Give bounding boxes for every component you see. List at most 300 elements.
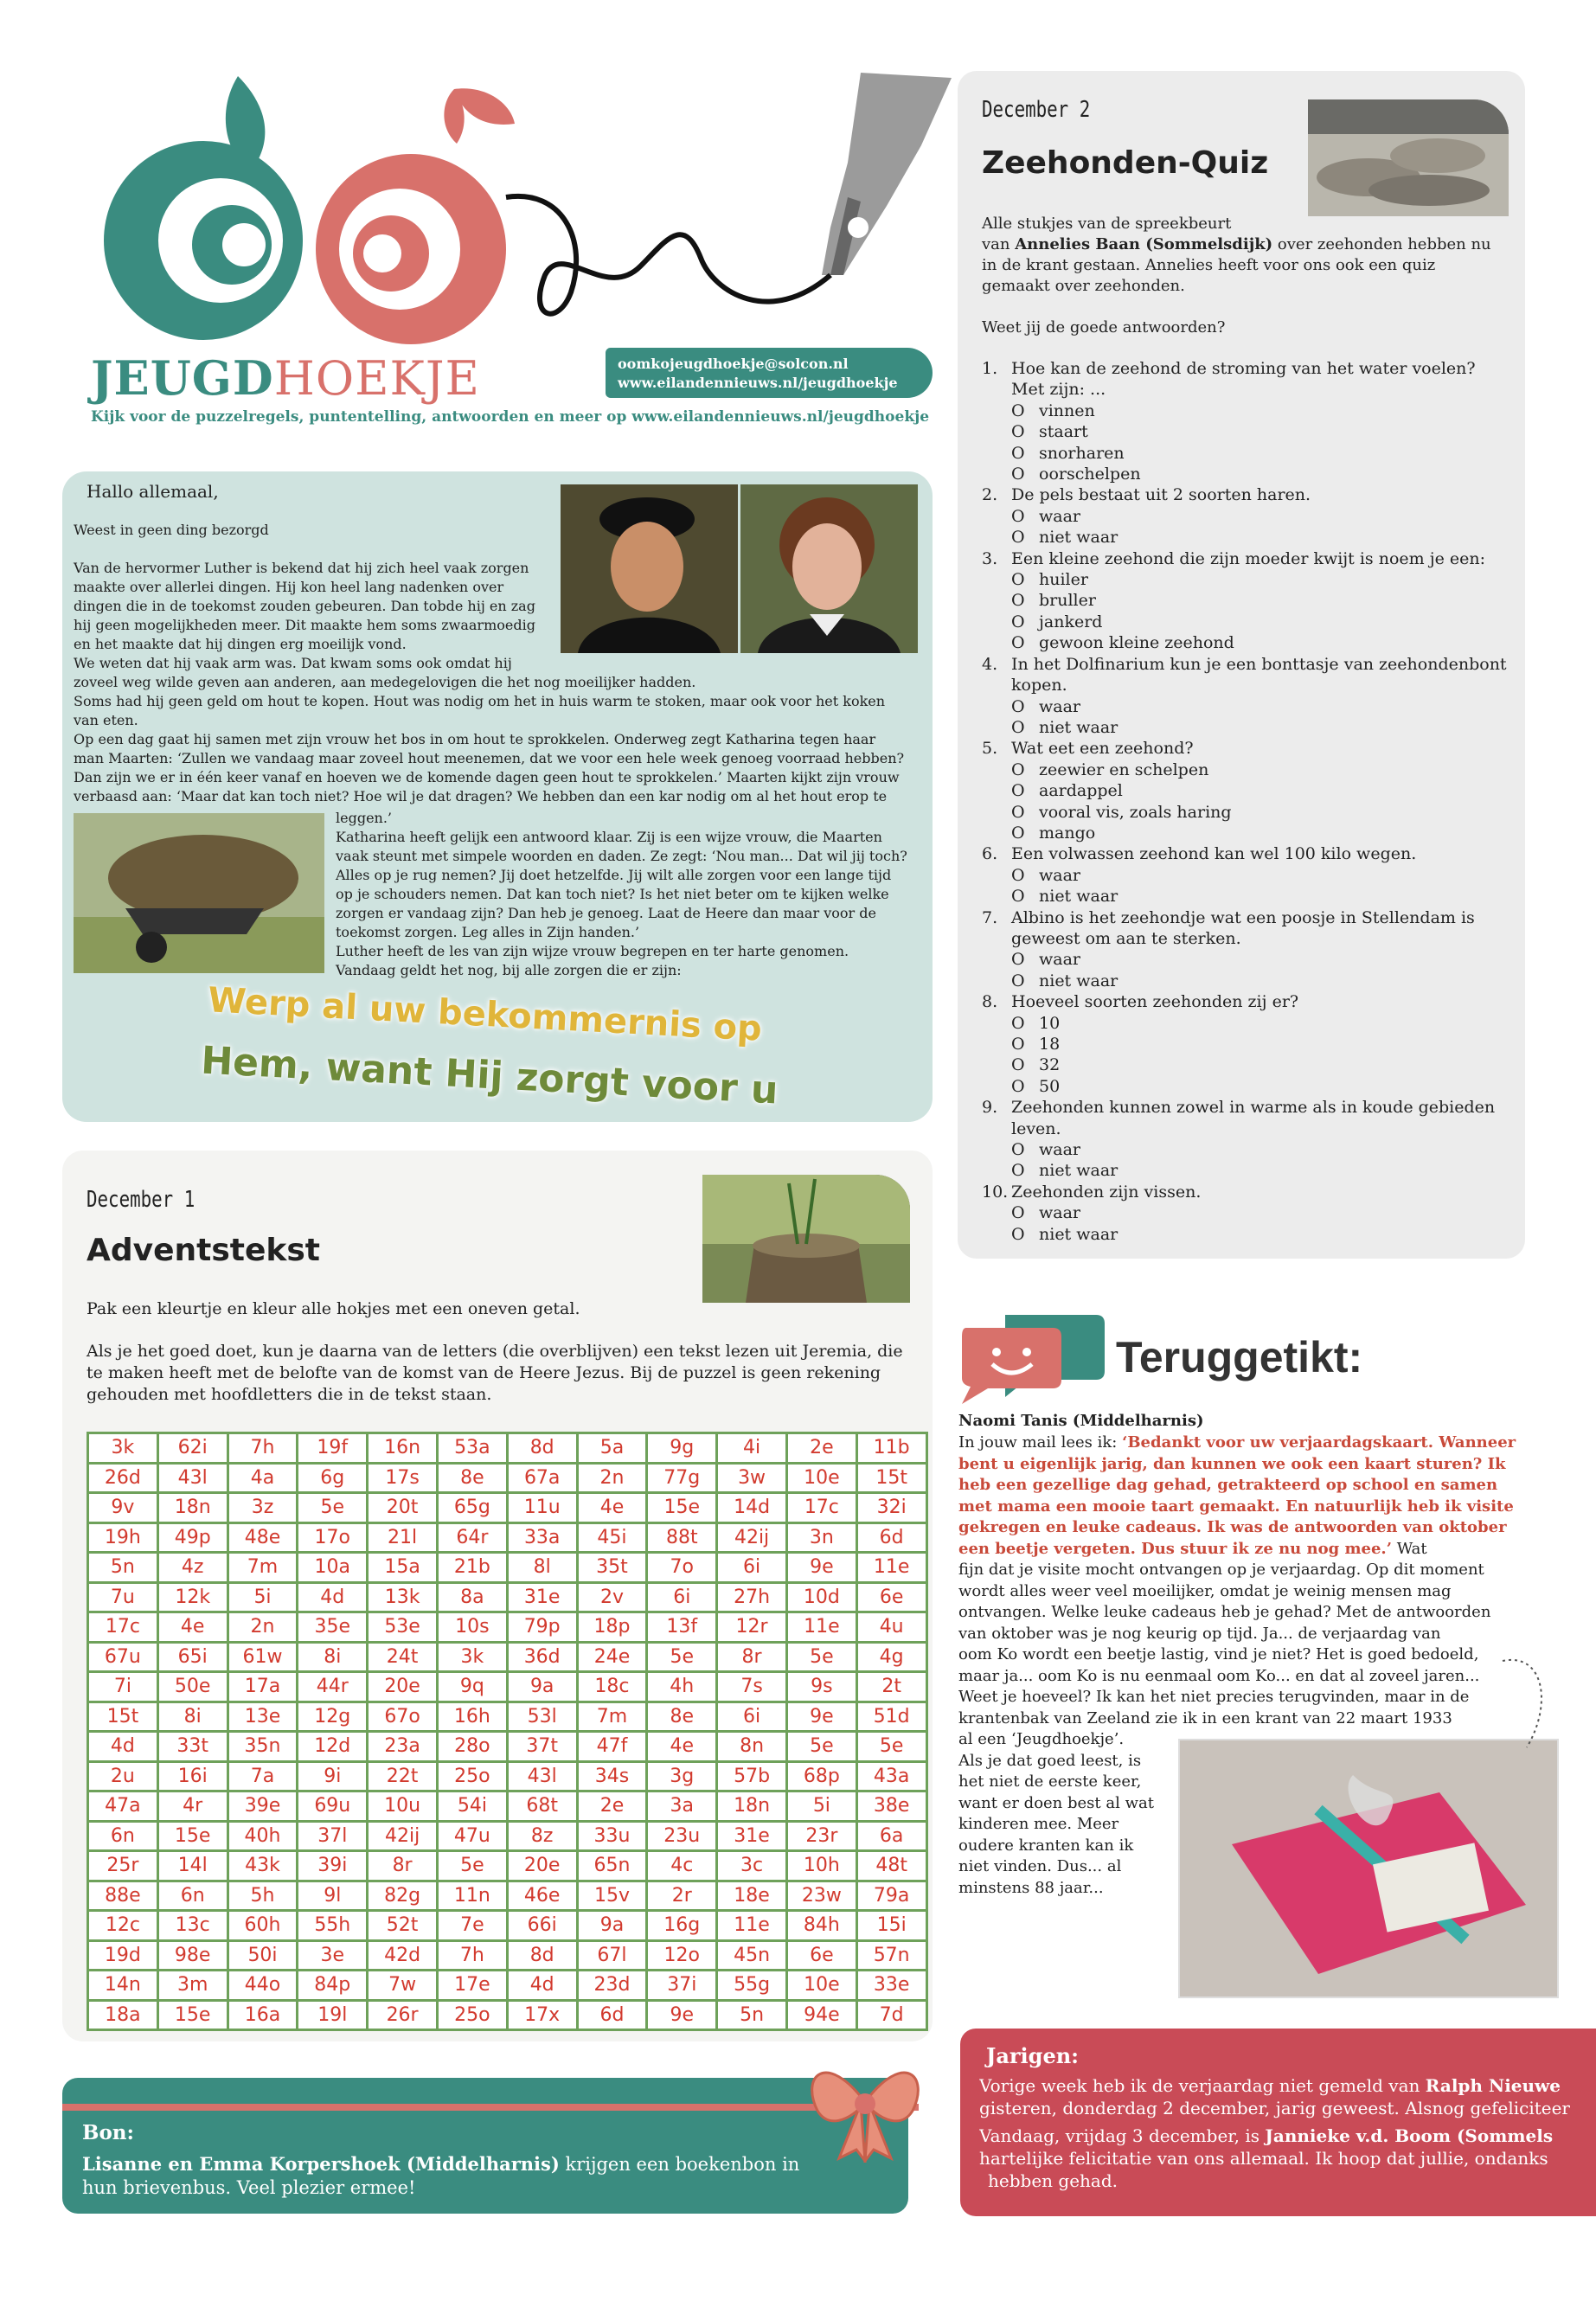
- grid-cell[interactable]: 26r: [368, 2000, 438, 2030]
- grid-cell[interactable]: 67l: [577, 1940, 647, 1971]
- quiz-question-number: 1.: [982, 359, 998, 378]
- grid-cell[interactable]: 10h: [786, 1851, 856, 1881]
- grid-cell[interactable]: 79a: [856, 1881, 926, 1911]
- quiz-option[interactable]: [982, 823, 1518, 843]
- grid-cell[interactable]: 7a: [228, 1761, 298, 1791]
- grid-cell[interactable]: 67u: [88, 1642, 158, 1672]
- grid-cell[interactable]: 67o: [368, 1702, 438, 1732]
- grid-cell[interactable]: 4c: [647, 1851, 717, 1881]
- grid-cell[interactable]: 10e: [786, 1463, 856, 1493]
- quiz-option-marker[interactable]: O: [1011, 506, 1025, 526]
- grid-cell[interactable]: 9q: [437, 1672, 507, 1702]
- quiz-option-marker[interactable]: O: [1011, 1224, 1025, 1244]
- grid-cell[interactable]: 5e: [437, 1851, 507, 1881]
- grid-cell[interactable]: 8i: [157, 1702, 228, 1732]
- quiz-option[interactable]: [982, 1076, 1518, 1097]
- quiz-option-marker[interactable]: O: [1011, 950, 1025, 970]
- quiz-option-marker[interactable]: O: [1011, 802, 1025, 822]
- grid-cell[interactable]: 23r: [786, 1821, 856, 1851]
- grid-cell[interactable]: 9v: [88, 1493, 158, 1523]
- quiz-question: [982, 738, 1518, 843]
- grid-cell[interactable]: 3a: [647, 1791, 717, 1822]
- grid-cell[interactable]: 48e: [228, 1522, 298, 1553]
- grid-cell[interactable]: 49p: [157, 1522, 228, 1553]
- grid-cell[interactable]: 19f: [298, 1433, 368, 1464]
- grid-cell[interactable]: 39i: [298, 1851, 368, 1881]
- quiz-option[interactable]: [982, 949, 1518, 970]
- grid-cell[interactable]: 27h: [717, 1582, 787, 1612]
- grid-cell[interactable]: 11u: [507, 1493, 577, 1523]
- grid-cell[interactable]: 43k: [228, 1851, 298, 1881]
- quiz-option-marker[interactable]: O: [1011, 1076, 1025, 1096]
- grid-cell[interactable]: 7d: [856, 2000, 926, 2030]
- grid-cell[interactable]: 6n: [157, 1881, 228, 1911]
- grid-cell[interactable]: 21b: [437, 1553, 507, 1583]
- grid-cell[interactable]: 16n: [368, 1433, 438, 1464]
- quiz-option[interactable]: [982, 1160, 1518, 1181]
- grid-cell[interactable]: 44o: [228, 1971, 298, 2001]
- grid-cell[interactable]: 34s: [577, 1761, 647, 1791]
- grid-cell[interactable]: 4e: [157, 1612, 228, 1643]
- quiz-option[interactable]: [982, 1034, 1518, 1054]
- grid-cell[interactable]: 6i: [647, 1582, 717, 1612]
- grid-cell[interactable]: 54i: [437, 1791, 507, 1822]
- quiz-option-marker[interactable]: O: [1011, 1140, 1025, 1160]
- grid-cell[interactable]: 18a: [88, 2000, 158, 2030]
- grid-cell[interactable]: 9e: [786, 1702, 856, 1732]
- grid-cell[interactable]: 42ij: [368, 1821, 438, 1851]
- grid-cell[interactable]: 18n: [157, 1493, 228, 1523]
- grid-cell[interactable]: 38e: [856, 1791, 926, 1822]
- grid-cell[interactable]: 8l: [507, 1553, 577, 1583]
- grid-cell[interactable]: 23u: [647, 1821, 717, 1851]
- grid-cell[interactable]: 24t: [368, 1642, 438, 1672]
- quiz-option[interactable]: [982, 971, 1518, 991]
- grid-cell[interactable]: 46e: [507, 1881, 577, 1911]
- grid-cell[interactable]: 17s: [368, 1463, 438, 1493]
- grid-cell[interactable]: 17e: [437, 1971, 507, 2001]
- grid-cell[interactable]: 5i: [228, 1582, 298, 1612]
- grid-cell[interactable]: 6e: [786, 1940, 856, 1971]
- quiz-option-marker[interactable]: O: [1011, 781, 1025, 801]
- grid-cell[interactable]: 33t: [157, 1732, 228, 1762]
- grid-cell[interactable]: 3g: [647, 1761, 717, 1791]
- grid-cell[interactable]: 3w: [717, 1463, 787, 1493]
- grid-cell[interactable]: 14n: [88, 1971, 158, 2001]
- quiz-option-marker[interactable]: O: [1011, 1161, 1025, 1181]
- quiz-option[interactable]: [982, 696, 1518, 717]
- quiz-option[interactable]: [982, 421, 1518, 442]
- quiz-option-marker[interactable]: O: [1011, 887, 1025, 907]
- grid-cell[interactable]: 4e: [577, 1493, 647, 1523]
- quiz-option-marker[interactable]: O: [1011, 591, 1025, 611]
- quiz-option-marker[interactable]: O: [1011, 612, 1025, 631]
- grid-cell[interactable]: 16a: [228, 2000, 298, 2030]
- quiz-option[interactable]: [982, 632, 1518, 653]
- grid-cell[interactable]: 45n: [717, 1940, 787, 1971]
- grid-cell[interactable]: 9e: [647, 2000, 717, 2030]
- grid-cell[interactable]: 23a: [368, 1732, 438, 1762]
- grid-cell[interactable]: 6i: [717, 1553, 787, 1583]
- quiz-option-marker[interactable]: O: [1011, 971, 1025, 990]
- grid-cell[interactable]: 4d: [88, 1732, 158, 1762]
- quiz-option[interactable]: [982, 506, 1518, 527]
- grid-cell[interactable]: 9a: [577, 1911, 647, 1941]
- grid-cell[interactable]: 7u: [88, 1582, 158, 1612]
- grid-cell[interactable]: 4r: [157, 1791, 228, 1822]
- grid-cell[interactable]: 33u: [577, 1821, 647, 1851]
- grid-cell[interactable]: 7h: [228, 1433, 298, 1464]
- grid-cell[interactable]: 44r: [298, 1672, 368, 1702]
- grid-cell[interactable]: 20e: [507, 1851, 577, 1881]
- grid-cell[interactable]: 48t: [856, 1851, 926, 1881]
- grid-cell[interactable]: 7h: [437, 1940, 507, 1971]
- grid-cell[interactable]: 25o: [437, 1761, 507, 1791]
- grid-cell[interactable]: 9i: [298, 1761, 368, 1791]
- grid-cell[interactable]: 18n: [717, 1791, 787, 1822]
- grid-cell[interactable]: 3k: [88, 1433, 158, 1464]
- grid-cell[interactable]: 55g: [717, 1971, 787, 2001]
- grid-cell[interactable]: 61w: [228, 1642, 298, 1672]
- grid-cell[interactable]: 8r: [717, 1642, 787, 1672]
- grid-cell[interactable]: 35t: [577, 1553, 647, 1583]
- grid-cell[interactable]: 2n: [577, 1463, 647, 1493]
- quiz-option[interactable]: [982, 1202, 1518, 1223]
- grid-cell[interactable]: 12d: [298, 1732, 368, 1762]
- grid-cell[interactable]: 43a: [856, 1761, 926, 1791]
- grid-cell[interactable]: 19d: [88, 1940, 158, 1971]
- grid-cell[interactable]: 47u: [437, 1821, 507, 1851]
- grid-cell[interactable]: 8r: [368, 1851, 438, 1881]
- quiz-option[interactable]: [982, 612, 1518, 632]
- grid-cell[interactable]: 26d: [88, 1463, 158, 1493]
- grid-cell[interactable]: 8d: [507, 1940, 577, 1971]
- quiz-option-marker[interactable]: O: [1011, 823, 1025, 843]
- grid-cell[interactable]: 53l: [507, 1702, 577, 1732]
- grid-cell[interactable]: 33a: [507, 1522, 577, 1553]
- grid-cell[interactable]: 8e: [437, 1463, 507, 1493]
- grid-cell[interactable]: 6g: [298, 1463, 368, 1493]
- grid-cell[interactable]: 3z: [228, 1493, 298, 1523]
- grid-cell[interactable]: 53a: [437, 1433, 507, 1464]
- grid-cell[interactable]: 25r: [88, 1851, 158, 1881]
- grid-cell[interactable]: 6d: [856, 1522, 926, 1553]
- quiz-option-marker[interactable]: O: [1011, 570, 1025, 590]
- quiz-option-marker[interactable]: O: [1011, 696, 1025, 716]
- grid-cell[interactable]: 19h: [88, 1522, 158, 1553]
- grid-cell[interactable]: 4d: [507, 1971, 577, 2001]
- grid-cell[interactable]: 57n: [856, 1940, 926, 1971]
- grid-cell[interactable]: 15e: [647, 1493, 717, 1523]
- grid-cell[interactable]: 94e: [786, 2000, 856, 2030]
- grid-cell[interactable]: 21l: [368, 1522, 438, 1553]
- grid-cell[interactable]: 51d: [856, 1702, 926, 1732]
- quiz-option[interactable]: [982, 886, 1518, 907]
- grid-cell[interactable]: 14l: [157, 1851, 228, 1881]
- quiz-option-marker[interactable]: O: [1011, 1035, 1025, 1054]
- grid-cell[interactable]: 47a: [88, 1791, 158, 1822]
- grid-cell[interactable]: 15t: [88, 1702, 158, 1732]
- grid-cell[interactable]: 8n: [717, 1732, 787, 1762]
- grid-cell[interactable]: 3c: [717, 1851, 787, 1881]
- grid-cell[interactable]: 20e: [368, 1672, 438, 1702]
- grid-cell[interactable]: 8i: [298, 1642, 368, 1672]
- grid-cell[interactable]: 14d: [717, 1493, 787, 1523]
- grid-cell[interactable]: 4e: [647, 1732, 717, 1762]
- quiz-option-marker[interactable]: O: [1011, 422, 1025, 442]
- quiz-option[interactable]: [982, 590, 1518, 611]
- grid-cell[interactable]: 4a: [228, 1463, 298, 1493]
- grid-cell[interactable]: 15i: [856, 1911, 926, 1941]
- quiz-option[interactable]: [982, 1139, 1518, 1160]
- grid-cell[interactable]: 2r: [647, 1881, 717, 1911]
- grid-cell[interactable]: 66i: [507, 1911, 577, 1941]
- grid-cell[interactable]: 17a: [228, 1672, 298, 1702]
- grid-cell[interactable]: 12c: [88, 1911, 158, 1941]
- grid-cell[interactable]: 4d: [298, 1582, 368, 1612]
- grid-cell[interactable]: 82g: [368, 1881, 438, 1911]
- grid-cell[interactable]: 2n: [228, 1612, 298, 1643]
- grid-cell[interactable]: 20t: [368, 1493, 438, 1523]
- grid-cell[interactable]: 10u: [368, 1791, 438, 1822]
- grid-cell[interactable]: 62i: [157, 1433, 228, 1464]
- grid-cell[interactable]: 9s: [786, 1672, 856, 1702]
- grid-cell[interactable]: 8d: [507, 1433, 577, 1464]
- grid-cell[interactable]: 18c: [577, 1672, 647, 1702]
- grid-cell[interactable]: 37t: [507, 1732, 577, 1762]
- grid-cell[interactable]: 15e: [157, 2000, 228, 2030]
- grid-cell[interactable]: 4g: [856, 1642, 926, 1672]
- grid-cell[interactable]: 47f: [577, 1732, 647, 1762]
- grid-cell[interactable]: 15t: [856, 1463, 926, 1493]
- grid-cell[interactable]: 15a: [368, 1553, 438, 1583]
- grid-cell[interactable]: 13c: [157, 1911, 228, 1941]
- grid-cell[interactable]: 84h: [786, 1911, 856, 1941]
- grid-cell[interactable]: 31e: [717, 1821, 787, 1851]
- grid-cell[interactable]: 12k: [157, 1582, 228, 1612]
- grid-cell[interactable]: 53e: [368, 1612, 438, 1643]
- grid-cell[interactable]: 10d: [786, 1582, 856, 1612]
- grid-cell[interactable]: 23d: [577, 1971, 647, 2001]
- grid-cell[interactable]: 16h: [437, 1702, 507, 1732]
- grid-cell[interactable]: 11e: [786, 1612, 856, 1643]
- quiz-option[interactable]: [982, 464, 1518, 484]
- grid-cell[interactable]: 77g: [647, 1463, 717, 1493]
- quiz-option[interactable]: [982, 569, 1518, 590]
- grid-cell[interactable]: 50e: [157, 1672, 228, 1702]
- grid-cell[interactable]: 79p: [507, 1612, 577, 1643]
- quiz-option-marker[interactable]: O: [1011, 443, 1025, 463]
- grid-cell[interactable]: 42ij: [717, 1522, 787, 1553]
- quiz-option[interactable]: [982, 401, 1518, 421]
- quiz-option[interactable]: [982, 717, 1518, 738]
- grid-cell[interactable]: 39e: [228, 1791, 298, 1822]
- grid-cell[interactable]: 17x: [507, 2000, 577, 2030]
- grid-cell[interactable]: 18e: [717, 1881, 787, 1911]
- grid-cell[interactable]: 9a: [507, 1672, 577, 1702]
- grid-cell[interactable]: 5e: [786, 1642, 856, 1672]
- quiz-option[interactable]: [982, 865, 1518, 886]
- quiz-option[interactable]: [982, 802, 1518, 823]
- grid-cell[interactable]: 43l: [157, 1463, 228, 1493]
- grid-cell[interactable]: 4h: [647, 1672, 717, 1702]
- grid-cell[interactable]: 19l: [298, 2000, 368, 2030]
- grid-cell[interactable]: 2t: [856, 1672, 926, 1702]
- grid-cell[interactable]: 5e: [647, 1642, 717, 1672]
- grid-cell[interactable]: 22t: [368, 1761, 438, 1791]
- quiz-option[interactable]: [982, 1013, 1518, 1034]
- grid-cell[interactable]: 32i: [856, 1493, 926, 1523]
- grid-cell[interactable]: 33e: [856, 1971, 926, 2001]
- quiz-option[interactable]: [982, 760, 1518, 780]
- grid-cell[interactable]: 52t: [368, 1911, 438, 1941]
- grid-cell[interactable]: 12g: [298, 1702, 368, 1732]
- grid-cell[interactable]: 57b: [717, 1761, 787, 1791]
- grid-cell[interactable]: 6d: [577, 2000, 647, 2030]
- grid-cell[interactable]: 84p: [298, 1971, 368, 2001]
- grid-cell[interactable]: 35n: [228, 1732, 298, 1762]
- grid-cell[interactable]: 42d: [368, 1940, 438, 1971]
- grid-cell[interactable]: 5h: [228, 1881, 298, 1911]
- grid-cell[interactable]: 10a: [298, 1553, 368, 1583]
- grid-cell[interactable]: 64r: [437, 1522, 507, 1553]
- contact-email[interactable]: oomkojeugdhoekje@solcon.nl: [618, 356, 849, 372]
- grid-cell[interactable]: 45i: [577, 1522, 647, 1553]
- grid-cell[interactable]: 5n: [717, 2000, 787, 2030]
- grid-cell[interactable]: 2e: [786, 1433, 856, 1464]
- grid-cell[interactable]: 17c: [88, 1612, 158, 1643]
- grid-cell[interactable]: 16g: [647, 1911, 717, 1941]
- quiz-option[interactable]: [982, 527, 1518, 548]
- grid-cell[interactable]: 15e: [157, 1821, 228, 1851]
- grid-cell[interactable]: 43l: [507, 1761, 577, 1791]
- grid-cell[interactable]: 3e: [298, 1940, 368, 1971]
- grid-cell[interactable]: 7i: [88, 1672, 158, 1702]
- grid-cell[interactable]: 8z: [507, 1821, 577, 1851]
- grid-cell[interactable]: 3n: [786, 1522, 856, 1553]
- quiz-option-marker[interactable]: O: [1011, 1203, 1025, 1223]
- grid-cell[interactable]: 40h: [228, 1821, 298, 1851]
- grid-cell[interactable]: 2u: [88, 1761, 158, 1791]
- grid-cell[interactable]: 24e: [577, 1642, 647, 1672]
- grid-cell[interactable]: 36d: [507, 1642, 577, 1672]
- grid-cell[interactable]: 8e: [647, 1702, 717, 1732]
- quiz-option-marker[interactable]: O: [1011, 760, 1025, 779]
- grid-cell[interactable]: 12r: [717, 1612, 787, 1643]
- grid-cell[interactable]: 23w: [786, 1881, 856, 1911]
- grid-cell[interactable]: 5e: [786, 1732, 856, 1762]
- grid-cell[interactable]: 17c: [786, 1493, 856, 1523]
- grid-cell[interactable]: 7s: [717, 1672, 787, 1702]
- contact-website[interactable]: www.eilandennieuws.nl/jeugdhoekje: [618, 375, 898, 391]
- grid-cell[interactable]: 10e: [786, 1971, 856, 2001]
- grid-cell[interactable]: 7m: [228, 1553, 298, 1583]
- grid-cell[interactable]: 7o: [647, 1553, 717, 1583]
- grid-cell[interactable]: 37l: [298, 1821, 368, 1851]
- grid-cell[interactable]: 9l: [298, 1881, 368, 1911]
- grid-cell[interactable]: 12o: [647, 1940, 717, 1971]
- grid-cell[interactable]: 68t: [507, 1791, 577, 1822]
- grid-cell[interactable]: 5e: [298, 1493, 368, 1523]
- quiz-option-marker[interactable]: O: [1011, 465, 1025, 484]
- grid-cell[interactable]: 11e: [717, 1911, 787, 1941]
- grid-cell[interactable]: 2e: [577, 1791, 647, 1822]
- grid-cell[interactable]: 11n: [437, 1881, 507, 1911]
- grid-cell[interactable]: 11b: [856, 1433, 926, 1464]
- grid-cell[interactable]: 28o: [437, 1732, 507, 1762]
- quiz-option-marker[interactable]: O: [1011, 717, 1025, 737]
- grid-cell[interactable]: 25o: [437, 2000, 507, 2030]
- grid-cell[interactable]: 9g: [647, 1433, 717, 1464]
- quiz-option-marker[interactable]: O: [1011, 528, 1025, 548]
- quiz-option-marker[interactable]: O: [1011, 865, 1025, 885]
- grid-cell[interactable]: 6n: [88, 1821, 158, 1851]
- grid-cell[interactable]: 4i: [717, 1433, 787, 1464]
- quiz-option-marker[interactable]: O: [1011, 633, 1025, 653]
- grid-cell[interactable]: 65n: [577, 1851, 647, 1881]
- grid-cell[interactable]: 11e: [856, 1553, 926, 1583]
- grid-cell[interactable]: 88e: [88, 1881, 158, 1911]
- quiz-option[interactable]: [982, 1054, 1518, 1075]
- grid-cell[interactable]: 37i: [647, 1971, 717, 2001]
- quiz-option-marker[interactable]: O: [1011, 401, 1025, 420]
- grid-cell[interactable]: 6a: [856, 1821, 926, 1851]
- grid-cell[interactable]: 16i: [157, 1761, 228, 1791]
- grid-cell[interactable]: 8a: [437, 1582, 507, 1612]
- quiz-option-marker[interactable]: O: [1011, 1055, 1025, 1075]
- grid-cell[interactable]: 7m: [577, 1702, 647, 1732]
- grid-cell[interactable]: 17o: [298, 1522, 368, 1553]
- grid-cell[interactable]: 67a: [507, 1463, 577, 1493]
- grid-cell[interactable]: 2v: [577, 1582, 647, 1612]
- quiz-option[interactable]: [982, 780, 1518, 801]
- grid-cell[interactable]: 15v: [577, 1881, 647, 1911]
- grid-cell[interactable]: 31e: [507, 1582, 577, 1612]
- grid-cell[interactable]: 65g: [437, 1493, 507, 1523]
- grid-cell[interactable]: 13e: [228, 1702, 298, 1732]
- quiz-option[interactable]: [982, 1224, 1518, 1245]
- grid-cell[interactable]: 13f: [647, 1612, 717, 1643]
- grid-cell[interactable]: 6i: [717, 1702, 787, 1732]
- grid-cell[interactable]: 7w: [368, 1971, 438, 2001]
- grid-cell[interactable]: 5n: [88, 1553, 158, 1583]
- grid-cell[interactable]: 35e: [298, 1612, 368, 1643]
- grid-cell[interactable]: 18p: [577, 1612, 647, 1643]
- quiz-option[interactable]: [982, 443, 1518, 464]
- grid-cell[interactable]: 60h: [228, 1911, 298, 1941]
- grid-cell[interactable]: 6e: [856, 1582, 926, 1612]
- grid-cell[interactable]: 9e: [786, 1553, 856, 1583]
- grid-cell[interactable]: 4z: [157, 1553, 228, 1583]
- grid-cell[interactable]: 65i: [157, 1642, 228, 1672]
- grid-cell[interactable]: 98e: [157, 1940, 228, 1971]
- grid-cell[interactable]: 50i: [228, 1940, 298, 1971]
- grid-cell[interactable]: 5e: [856, 1732, 926, 1762]
- quiz-option-marker[interactable]: O: [1011, 1013, 1025, 1033]
- grid-cell[interactable]: 13k: [368, 1582, 438, 1612]
- grid-cell[interactable]: 7e: [437, 1911, 507, 1941]
- grid-cell[interactable]: 69u: [298, 1791, 368, 1822]
- grid-cell[interactable]: 5i: [786, 1791, 856, 1822]
- grid-cell[interactable]: 55h: [298, 1911, 368, 1941]
- grid-cell[interactable]: 88t: [647, 1522, 717, 1553]
- grid-cell[interactable]: 3k: [437, 1642, 507, 1672]
- grid-cell[interactable]: 4u: [856, 1612, 926, 1643]
- grid-cell[interactable]: 3m: [157, 1971, 228, 2001]
- grid-cell[interactable]: 5a: [577, 1433, 647, 1464]
- grid-cell[interactable]: 68p: [786, 1761, 856, 1791]
- grid-cell[interactable]: 10s: [437, 1612, 507, 1643]
